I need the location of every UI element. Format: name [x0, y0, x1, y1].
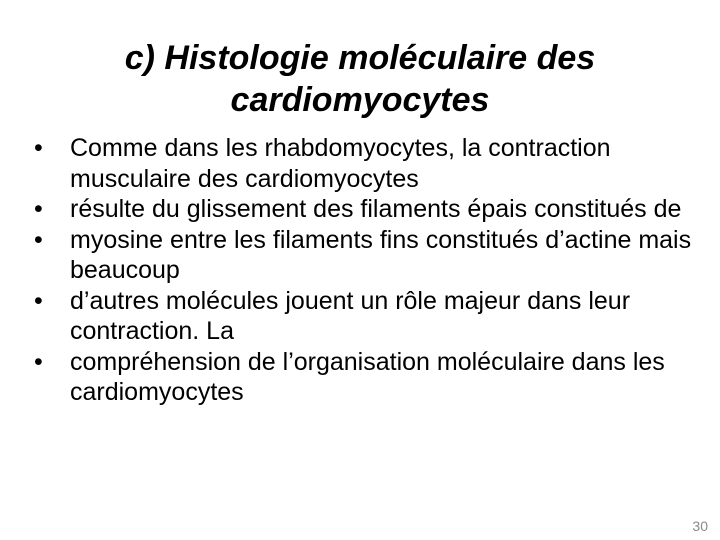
bullet-item	[34, 194, 694, 225]
bullet-item	[34, 133, 694, 194]
bullet-marker: •	[34, 134, 43, 162]
title-line: cardiomyocytes	[230, 80, 490, 119]
bullet-text: Comme dans les rhabdomyocytes, la contraction musculaire des cardiomyocytes	[70, 134, 611, 193]
bullet-marker: •	[34, 195, 43, 223]
bullet-marker: •	[34, 225, 43, 254]
bullet-item	[34, 347, 694, 408]
bullet-list	[34, 133, 694, 408]
bullet-marker: •	[34, 347, 43, 376]
bullet-text: d’autres molécules jouent un rôle majeur dans leur contraction. La	[70, 286, 631, 345]
bullet-text: myosine entre les filaments fins constitués d’actine mais beaucoup	[70, 225, 692, 284]
bullet-item	[34, 286, 694, 347]
bullet-text: résulte du glissement des filaments épais constitués de	[70, 195, 682, 223]
bullet-text: compréhension de l’organisation moléculaire dans les cardiomyocytes	[70, 347, 665, 406]
slide-title	[60, 37, 660, 121]
title-line: c) Histologie moléculaire des	[124, 38, 596, 77]
bullet-marker: •	[34, 286, 43, 315]
page-number: 30	[692, 518, 708, 534]
bullet-item	[34, 225, 694, 286]
